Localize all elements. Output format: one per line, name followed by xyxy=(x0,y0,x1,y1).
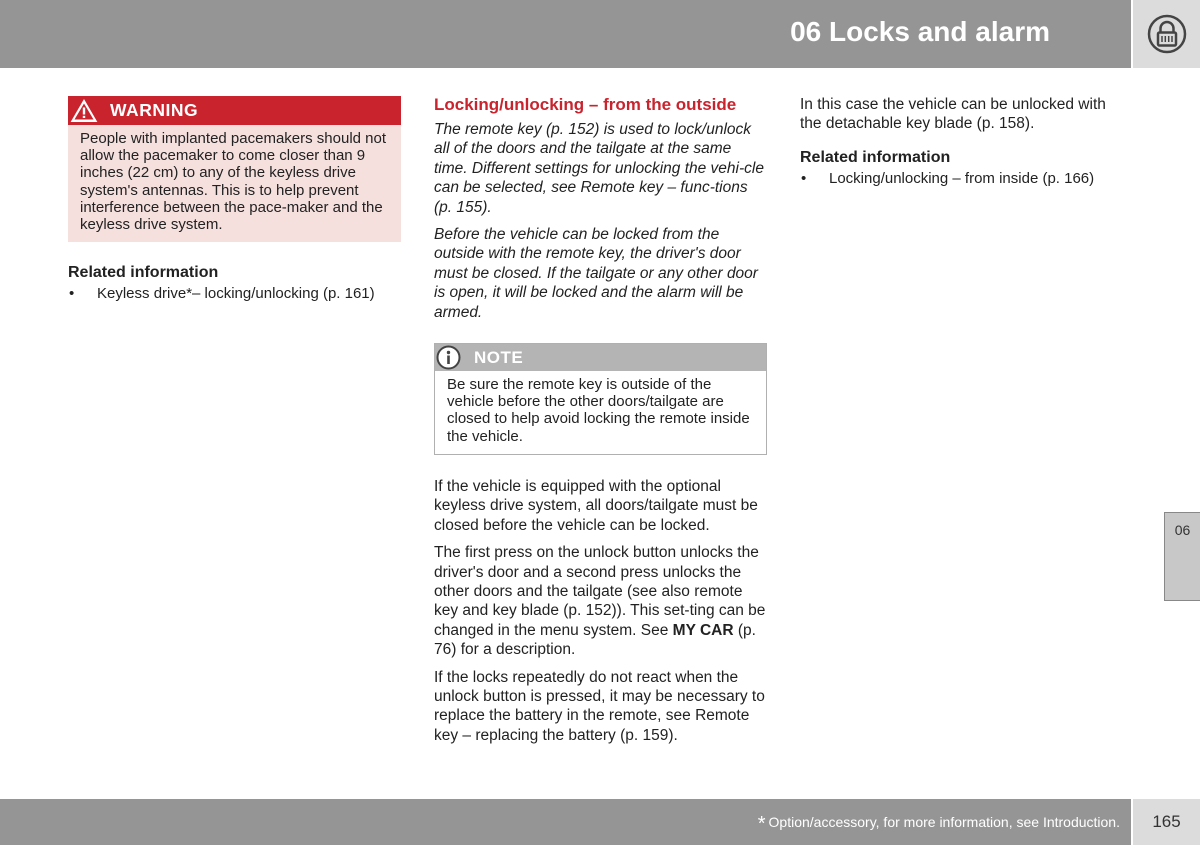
paragraph-keyless: If the vehicle is equipped with the optional keyless drive system, all doors/tailgate must be closed before the vehicle can be locked. xyxy=(434,477,758,534)
section-title: Locking/unlocking – from the outside xyxy=(434,95,737,114)
asterisk-marker: * xyxy=(757,813,766,835)
page-number: 165 xyxy=(1152,812,1181,831)
note-label: NOTE xyxy=(474,347,524,367)
page-number-box xyxy=(1133,799,1200,845)
chapter-icon-box xyxy=(1133,0,1200,68)
header-bar xyxy=(0,0,1131,68)
related-info-heading: Related information xyxy=(800,148,951,166)
warning-label: WARNING xyxy=(110,100,199,120)
related-info-heading: Related information xyxy=(68,264,219,282)
intro-paragraph-1: The remote key (p. 152) is used to lock/unlock all of the doors and the tailgate at the same time. Different settings for unlocking the vehi-cle can be selected, see Remote key – func-tions (p. 155). xyxy=(434,121,764,216)
note-box xyxy=(434,343,767,455)
chapter-side-tab[interactable] xyxy=(1164,512,1200,601)
chapter-title: 06 Locks and alarm xyxy=(790,16,1050,47)
paragraph-unlock-press: The first press on the unlock button unlocks the driver's door and a second press unlocks the other doors and the tailgate (see also remote key and key blade (p. 152)). This set-ting can be changed in the menu system. See MY CAR (p. 76) for a description. xyxy=(434,544,766,659)
footer-bar xyxy=(0,799,1131,845)
intro-paragraph-2: Before the vehicle can be locked from the outside with the remote key, the driver's door must be closed. If the tailgate or any other door is open, it will be locked and the alarm will be armed. xyxy=(434,226,758,321)
note-header xyxy=(435,344,766,371)
chapter-tab-label: 06 xyxy=(1174,522,1191,538)
paragraph-key-blade: In this case the vehicle can be unlocked with the detachable key blade (p. 158). xyxy=(800,96,1106,133)
warning-text: People with implanted pacemakers should not allow the pacemaker to come closer than 9 inches (22 cm) to any of the keyless drive system's antennas. This is to help prevent interference between the pace-maker and the keyless drive system. xyxy=(68,125,401,242)
warning-header xyxy=(68,96,401,125)
related-link-keyless-drive[interactable]: Keyless drive*– locking/unlocking (p. 161) xyxy=(97,285,375,303)
column-left xyxy=(68,95,401,304)
warning-triangle-icon xyxy=(70,98,98,123)
footer-note: * Option/accessory, for more information, see Introduction. xyxy=(757,813,1120,835)
warning-box xyxy=(68,96,401,242)
note-text: Be sure the remote key is outside of the vehicle before the other doors/tailgate are closed to help avoid locking the remote inside the vehicle. xyxy=(447,376,750,445)
info-icon xyxy=(436,345,461,370)
bullet-marker: • xyxy=(69,285,75,303)
list-item xyxy=(68,284,401,304)
related-link-locking-inside[interactable]: Locking/unlocking – from inside (p. 166) xyxy=(829,169,1095,187)
menu-name-my-car: MY CAR xyxy=(672,621,734,639)
column-right xyxy=(800,95,1130,189)
list-item xyxy=(800,169,1130,189)
bullet-marker: • xyxy=(801,169,807,187)
paragraph-battery: If the locks repeatedly do not react when the unlock button is pressed, it may be necessary to replace the battery in the remote, see Remote key – replacing the battery (p. 159). xyxy=(434,668,765,744)
padlock-icon xyxy=(1147,14,1187,54)
column-middle xyxy=(434,95,767,753)
